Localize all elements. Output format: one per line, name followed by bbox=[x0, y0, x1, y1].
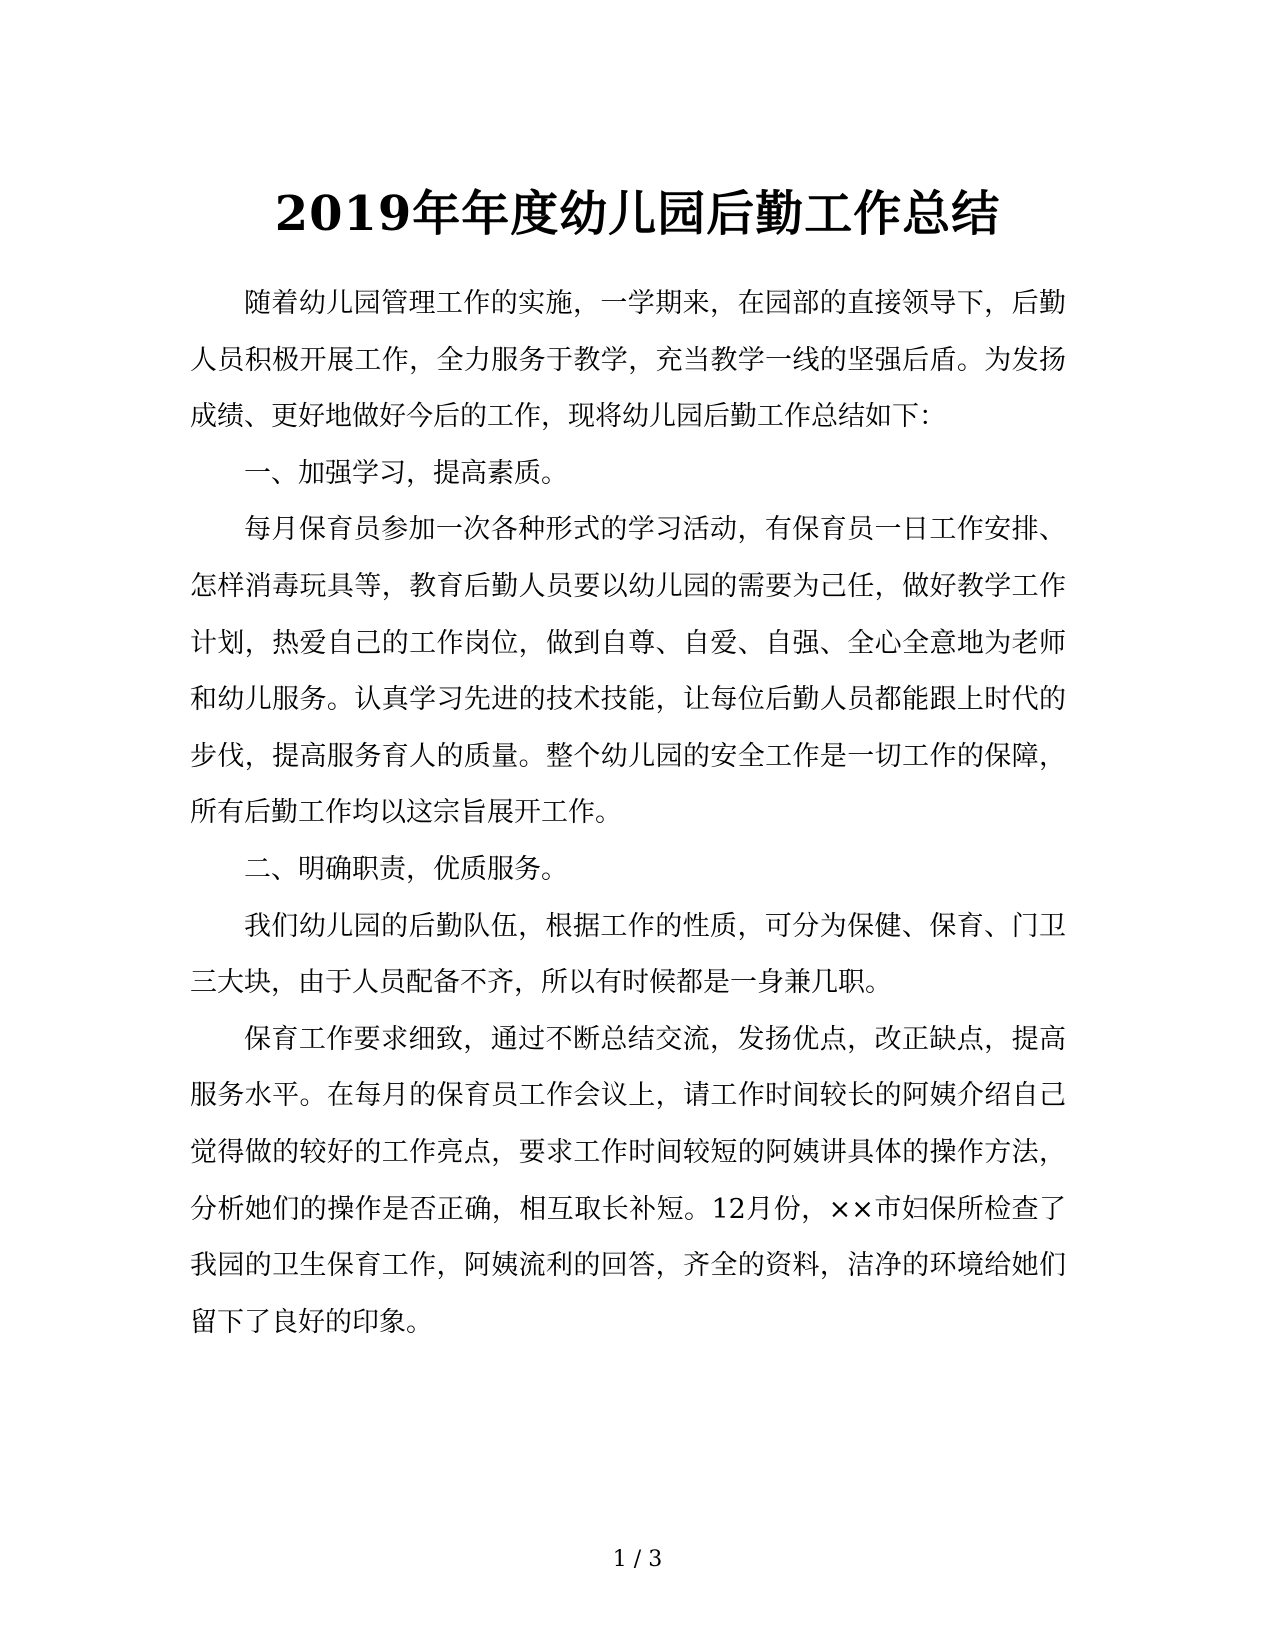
section-heading-2: 二、明确职责，优质服务。 bbox=[244, 853, 568, 885]
document-body bbox=[190, 276, 1066, 1351]
document-title: 2019年年度幼儿园后勤工作总结 bbox=[274, 186, 1001, 243]
paragraph-team: 我们幼儿园的后勤队伍，根据工作的性质，可分为保健、保育、门卫三大块，由于人员配备不齐，所以有时候都是一身兼几职。 bbox=[190, 910, 1066, 999]
paragraph-intro: 随着幼儿园管理工作的实施，一学期来，在园部的直接领导下，后勤人员积极开展工作，全力服务于教学，充当教学一线的坚强后盾。为发扬成绩、更好地做好今后的工作，现将幼儿园后勤工作总结如下： bbox=[190, 288, 1066, 433]
paragraph-care-work: 保育工作要求细致，通过不断总结交流，发扬优点，改正缺点，提高服务水平。在每月的保育员工作会议上，请工作时间较长的阿姨介绍自己觉得做的较好的工作亮点，要求工作时间较短的阿姨讲具体的操作方法，分析她们的操作是否正确，相互取长补短。12月份，××市妇保所检查了我园的卫生保育工作，阿姨流利的回答，齐全的资料，洁净的环境给她们留下了良好的印象。 bbox=[190, 1023, 1066, 1338]
paragraph-study: 每月保育员参加一次各种形式的学习活动，有保育员一日工作安排、怎样消毒玩具等，教育后勤人员要以幼儿园的需要为己任，做好教学工作计划，热爱自己的工作岗位，做到自尊、自爱、自强、全心全意地为老师和幼儿服务。认真学习先进的技术技能，让每位后勤人员都能跟上时代的步伐，提高服务育人的质量。整个幼儿园的安全工作是一切工作的保障，所有后勤工作均以这宗旨展开工作。 bbox=[190, 514, 1066, 829]
section-heading-1: 一、加强学习，提高素质。 bbox=[244, 457, 568, 489]
page-number: 1 / 3 bbox=[612, 1547, 663, 1572]
